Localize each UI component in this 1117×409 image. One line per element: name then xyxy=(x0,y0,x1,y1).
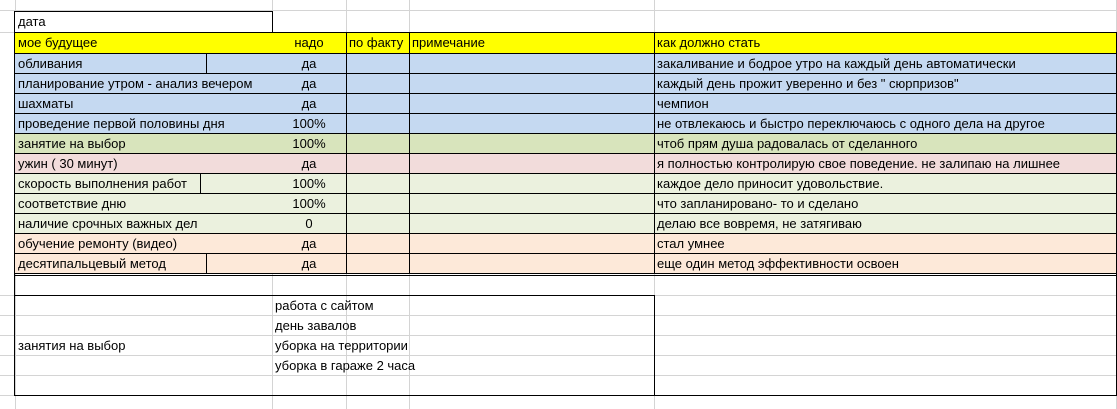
cell-name[interactable]: шахматы xyxy=(18,96,74,111)
cell-need[interactable]: 100% xyxy=(292,176,326,191)
choice-item[interactable]: день завалов xyxy=(275,318,357,333)
header-goal[interactable]: как должно стать xyxy=(657,35,761,50)
cell-name[interactable]: занятие на выбор xyxy=(18,136,126,151)
cell-goal[interactable]: делаю все вовремя, не затягиваю xyxy=(657,216,862,231)
cell-goal[interactable]: стал умнее xyxy=(657,236,725,251)
cell-name[interactable]: обучение ремонту (видео) xyxy=(18,236,178,251)
cell-name[interactable]: планирование утром - анализ вечером xyxy=(18,76,253,91)
cell-goal[interactable]: закаливание и бодрое утро на каждый день автоматически xyxy=(657,56,1016,71)
cell-need[interactable]: да xyxy=(301,256,317,271)
cell-name[interactable]: наличие срочных важных дел xyxy=(18,216,198,231)
table-border xyxy=(14,53,1117,276)
cell-goal[interactable]: не отвлекаюсь и быстро переключаюсь с одного дела на другое xyxy=(657,116,1045,131)
cell-name[interactable]: скорость выполнения работ xyxy=(18,176,187,191)
cell-goal[interactable]: что запланировано- то и сделано xyxy=(657,196,859,211)
choice-item[interactable]: работа с сайтом xyxy=(275,298,374,313)
header-fact[interactable]: по факту xyxy=(349,35,404,50)
date-label: дата xyxy=(18,14,46,29)
cell-need[interactable]: да xyxy=(301,76,317,91)
cell-goal[interactable]: чтоб прям душа радовалась от сделанного xyxy=(657,136,918,151)
choice-item[interactable]: уборка на территории xyxy=(275,338,408,353)
cell-need[interactable]: да xyxy=(301,236,317,251)
cell-name[interactable]: проведение первой половины дня xyxy=(18,116,225,131)
cell-need[interactable]: 100% xyxy=(292,116,326,131)
cell-goal[interactable]: каждый день прожит уверенно и без " сюрпризов" xyxy=(657,76,959,91)
cell-goal[interactable]: еще один метод эффективности освоен xyxy=(657,256,899,271)
cell-need[interactable]: 100% xyxy=(292,196,326,211)
header-future[interactable]: мое будущее xyxy=(18,35,98,50)
header-note[interactable]: примечание xyxy=(412,35,485,50)
cell-name[interactable]: соответствие дню xyxy=(18,196,127,211)
cell-need[interactable]: да xyxy=(301,96,317,111)
header-need[interactable]: надо xyxy=(294,35,324,50)
choice-label[interactable]: занятия на выбор xyxy=(18,338,126,353)
cell-goal[interactable]: чемпион xyxy=(657,96,709,111)
cell-goal[interactable]: каждое дело приносит удовольствие. xyxy=(657,176,884,191)
choice-item[interactable]: уборка в гараже 2 часа xyxy=(275,358,416,373)
cell-name[interactable]: обливания xyxy=(18,56,83,71)
cell-need[interactable]: 0 xyxy=(305,216,313,231)
cell-need[interactable]: да xyxy=(301,156,317,171)
cell-name[interactable]: ужин ( 30 минут) xyxy=(18,156,118,171)
cell-need[interactable]: да xyxy=(301,56,317,71)
cell-name[interactable]: десятипальцевый метод xyxy=(18,256,166,271)
cell-goal[interactable]: я полностью контролирую свое поведение. не залипаю на лишнее xyxy=(657,156,1061,171)
cell-need[interactable]: 100% xyxy=(292,136,326,151)
